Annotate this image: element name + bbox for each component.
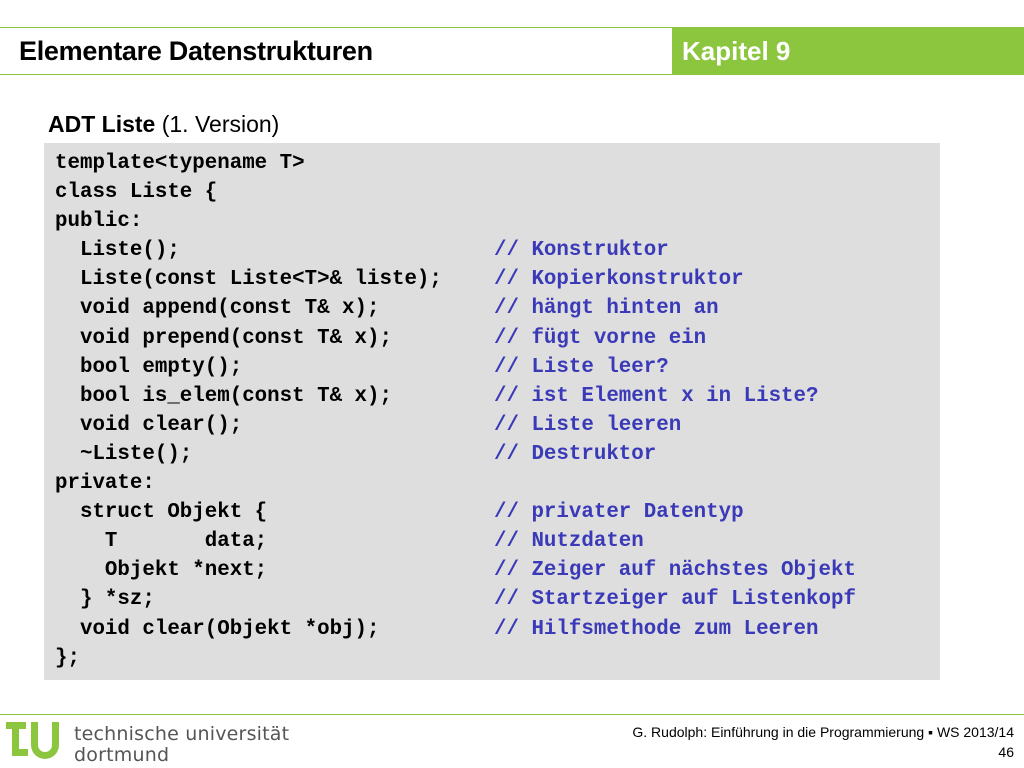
code-comment: // hängt hinten an [494,297,719,321]
university-name [74,724,289,766]
header-bottom-rule [0,74,1024,75]
code-line [55,324,940,353]
university-name-line2: dortmund [74,744,170,766]
code-text: public: [55,210,143,234]
code-comment: // Nutzdaten [494,530,644,554]
code-text: void clear(Objekt *obj); [55,617,380,641]
code-text: void append(const T& x); [55,297,380,321]
code-line [55,353,940,382]
code-line [55,615,940,644]
code-line [55,411,940,440]
code-text: bool empty(); [55,355,243,379]
page-number: 46 [998,744,1014,760]
code-comment: // privater Datentyp [494,501,744,525]
slide-title: Elementare Datenstrukturen [19,36,373,66]
code-text: Liste(); [55,239,180,263]
code-comment: // Kopierkonstruktor [494,268,744,292]
code-line [55,469,940,498]
code-line [55,527,940,556]
code-line [55,265,940,294]
code-comment: // Startzeiger auf Listenkopf [494,588,856,612]
code-line [55,382,940,411]
code-text: T data; [55,530,268,554]
code-comment: // Konstruktor [494,239,669,263]
code-line [55,236,940,265]
code-text: bool is_elem(const T& x); [55,384,392,408]
code-line [55,294,940,323]
code-line [55,178,940,207]
code-comment: // fügt vorne ein [494,326,707,350]
section-heading [48,111,279,138]
code-text: class Liste { [55,181,218,205]
code-comment: // Zeiger auf nächstes Objekt [494,559,856,583]
code-comment: // ist Element x in Liste? [494,384,819,408]
code-line [55,556,940,585]
citation-text: G. Rudolph: Einführung in die Programmierung ▪ WS 2013/14 [632,724,1014,740]
code-text: }; [55,646,80,670]
footer-citation [632,722,1014,762]
slide-header [0,28,1024,74]
code-line [55,585,940,614]
code-text: Liste(const Liste<T>& liste); [55,268,442,292]
code-text: void clear(); [55,413,243,437]
code-text: void prepend(const T& x); [55,326,392,350]
code-line [55,440,940,469]
code-text: ~Liste(); [55,442,193,466]
code-comment: // Destruktor [494,442,657,466]
code-text: struct Objekt { [55,501,268,525]
chapter-label: Kapitel 9 [672,28,1024,74]
code-line [55,644,940,673]
code-text: Objekt *next; [55,559,268,583]
code-text: private: [55,472,155,496]
section-heading-suffix: (1. Version) [155,111,280,137]
code-line [55,149,940,178]
university-name-line1: technische universität [74,723,290,745]
code-text: template<typename T> [55,152,305,175]
section-heading-bold: ADT Liste [48,111,156,137]
code-line [55,498,940,527]
code-comment: // Hilfsmethode zum Leeren [494,617,819,641]
code-comment: // Liste leeren [494,413,682,437]
code-text: } *sz; [55,588,155,612]
code-block [44,143,940,680]
code-line [55,207,940,236]
tu-logo-icon [4,716,66,768]
code-comment: // Liste leer? [494,355,669,379]
footer-rule [0,714,1024,715]
